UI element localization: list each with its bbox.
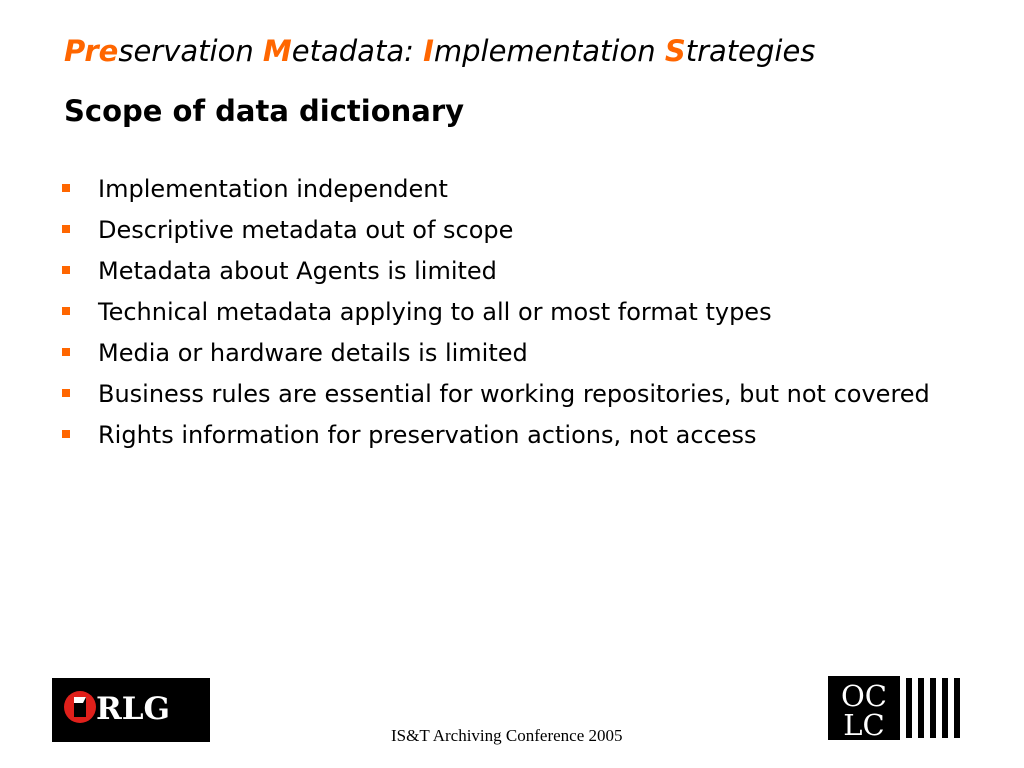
bullet-item — [60, 418, 940, 452]
bullet-icon — [62, 348, 70, 356]
bullet-text: Media or hardware details is limited — [98, 339, 528, 367]
title-part: I — [423, 34, 434, 68]
bullet-item — [60, 336, 940, 370]
title-part: servation — [118, 34, 263, 68]
bullet-icon — [62, 430, 70, 438]
oclc-logo-text-top: OC — [841, 679, 887, 713]
bullet-icon — [62, 307, 70, 315]
bullet-text: Business rules are essential for working repositories, but not covered — [98, 380, 930, 408]
bullet-item — [60, 295, 940, 329]
title-part: M — [262, 34, 292, 68]
oclc-logo-graphic — [828, 676, 970, 740]
title-part: S — [664, 34, 686, 68]
rlg-logo — [52, 678, 210, 742]
bullet-icon — [62, 389, 70, 397]
oclc-logo-text-bottom: LC — [843, 708, 885, 740]
bullet-item — [60, 377, 940, 411]
conference-footer: IS&T Archiving Conference 2005 — [391, 726, 623, 745]
bullet-item — [60, 254, 940, 288]
slide-subtitle: Scope of data dictionary — [64, 94, 465, 128]
bullet-text: Metadata about Agents is limited — [98, 257, 497, 285]
rlg-logo-text: RLG — [96, 691, 171, 727]
bullet-icon — [62, 266, 70, 274]
oclc-logo — [828, 676, 970, 740]
bullet-item — [60, 213, 940, 247]
title-part: etadata: — [291, 34, 424, 68]
title-part: mplementation — [433, 34, 665, 68]
rlg-logo-graphic — [52, 678, 210, 742]
bullet-text: Technical metadata applying to all or most format types — [98, 298, 772, 326]
bullet-list — [60, 172, 940, 459]
bullet-text: Descriptive metadata out of scope — [98, 216, 514, 244]
bullet-text: Rights information for preservation actions, not access — [98, 421, 757, 449]
bullet-icon — [62, 225, 70, 233]
bullet-icon — [62, 184, 70, 192]
title-part: Pre — [64, 34, 119, 68]
slide-title — [64, 34, 815, 68]
bullet-text: Implementation independent — [98, 175, 448, 203]
bullet-item — [60, 172, 940, 206]
title-part: trategies — [685, 34, 816, 68]
